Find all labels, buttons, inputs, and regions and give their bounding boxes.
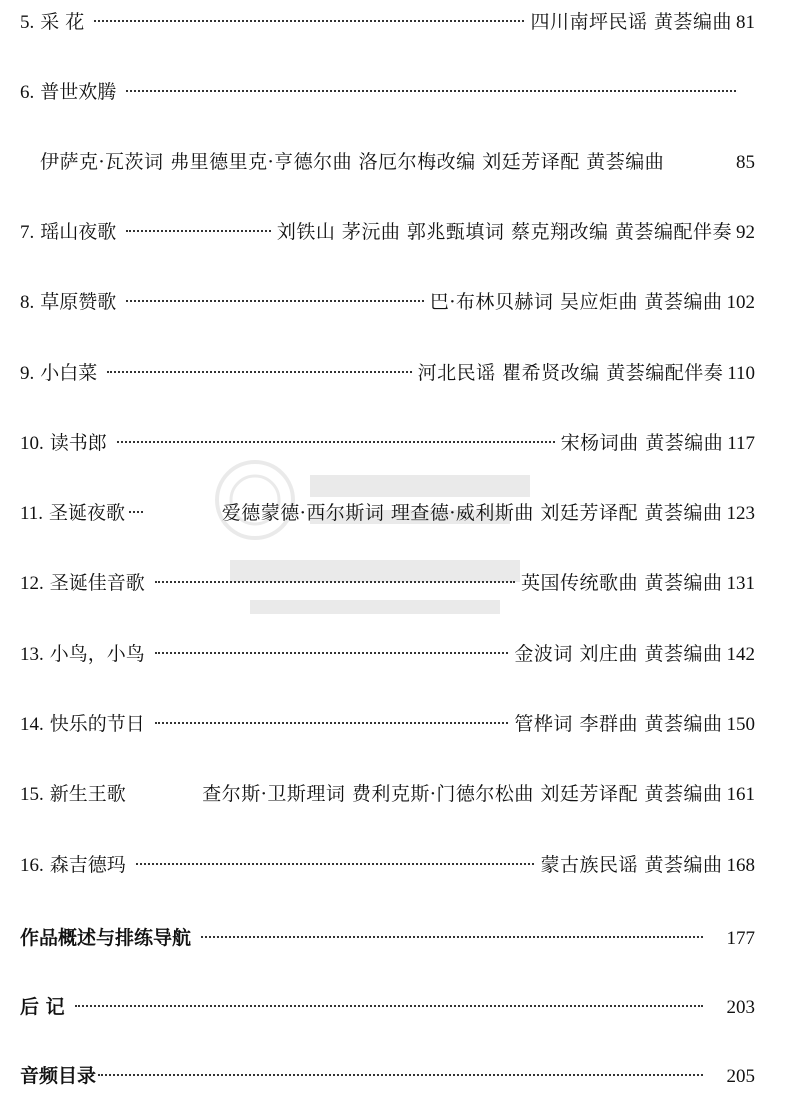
toc-entry[interactable] <box>20 214 755 250</box>
entry-title: 圣诞夜歌 <box>49 502 126 524</box>
entry-page-number: 131 <box>726 573 755 594</box>
toc-entry[interactable] <box>20 4 755 40</box>
entry-number: 15. <box>20 784 44 805</box>
dot-leader <box>75 1005 703 1007</box>
toc-entry[interactable] <box>20 355 755 391</box>
entry-page-number: 161 <box>726 784 755 805</box>
entry-credits: 宋杨词曲 黄荟编曲 <box>560 432 724 454</box>
entry-page-number: 123 <box>726 503 755 524</box>
entry-credits: 蒙古族民谣 黄荟编曲 <box>540 854 723 876</box>
entry-page-number: 142 <box>726 644 755 665</box>
entry-page-number: 117 <box>727 433 755 454</box>
dot-leader <box>107 371 411 373</box>
entry-number: 5. <box>20 12 35 33</box>
entry-number: 14. <box>20 714 44 735</box>
entry-page-number: 102 <box>726 292 755 313</box>
entry-page-number: 110 <box>727 363 755 384</box>
entry-number: 13. <box>20 644 44 665</box>
entry-number: 11. <box>20 503 44 524</box>
entry-credits: 管桦词 李群曲 黄荟编曲 <box>514 713 723 735</box>
entry-number: 7. <box>20 222 35 243</box>
entry-credits: 英国传统歌曲 黄荟编曲 <box>520 572 723 594</box>
entry-title: 快乐的节日 <box>49 713 145 735</box>
section-title: 后 记 <box>20 996 65 1018</box>
section-title: 作品概述与排练导航 <box>20 927 192 949</box>
dot-leader <box>201 936 702 938</box>
dot-leader <box>98 1074 702 1076</box>
entry-page-number: 150 <box>726 714 755 735</box>
toc-section-afterword[interactable] <box>20 989 755 1025</box>
entry-title: 瑶山夜歌 <box>40 221 117 243</box>
entry-number: 10. <box>20 433 44 454</box>
dot-leader <box>155 581 515 583</box>
dot-leader <box>94 20 524 22</box>
entry-title: 新生王歌 <box>49 783 126 805</box>
dot-leader <box>126 300 424 302</box>
section-page-number: 205 <box>726 1066 755 1087</box>
toc-section-overview[interactable] <box>20 920 755 956</box>
toc-section-audio[interactable] <box>20 1058 755 1094</box>
toc-entry[interactable] <box>20 847 755 883</box>
toc-entry-credit-line <box>40 144 755 180</box>
entry-credits: 刘铁山 茅沅曲 郭兆甄填词 蔡克翔改编 黄荟编配伴奏 <box>276 221 732 243</box>
entry-page-number: 168 <box>726 855 755 876</box>
entry-title: 草原赞歌 <box>40 291 117 313</box>
toc-entry[interactable] <box>20 565 755 601</box>
dot-leader <box>136 863 535 865</box>
entry-title: 采 花 <box>40 11 85 33</box>
section-page-number: 177 <box>726 928 755 949</box>
entry-credits: 爱德蒙德·西尔斯词 理查德·威利斯曲 刘廷芳译配 黄荟编曲 <box>221 502 723 524</box>
entry-page-number: 81 <box>736 12 755 33</box>
entry-page-number: 85 <box>736 152 755 173</box>
toc-entry[interactable] <box>20 706 755 742</box>
toc-entry[interactable] <box>20 776 755 812</box>
section-title: 音频目录 <box>20 1065 97 1087</box>
entry-credits: 伊萨克·瓦茨词 弗里德里克·亨德尔曲 洛厄尔梅改编 刘廷芳译配 黄荟编曲 <box>40 151 665 173</box>
toc-entry[interactable] <box>20 495 755 531</box>
entry-credits: 金波词 刘庄曲 黄荟编曲 <box>514 643 723 665</box>
entry-title: 普世欢腾 <box>40 81 117 103</box>
toc-entry[interactable] <box>20 284 755 320</box>
entry-title: 小白菜 <box>40 362 98 384</box>
entry-title: 森吉德玛 <box>49 854 126 876</box>
entry-credits: 查尔斯·卫斯理词 费利克斯·门德尔松曲 刘廷芳译配 黄荟编曲 <box>202 783 723 805</box>
entry-number: 8. <box>20 292 35 313</box>
dot-leader <box>126 90 736 92</box>
dot-leader <box>129 511 143 513</box>
dot-leader <box>126 230 271 232</box>
entry-number: 9. <box>20 363 35 384</box>
entry-page-number: 92 <box>736 222 755 243</box>
entry-credits: 巴·布林贝赫词 吴应炬曲 黄荟编曲 <box>429 291 723 313</box>
toc-entry[interactable] <box>20 636 755 672</box>
toc-entry[interactable] <box>20 74 742 110</box>
entry-credits: 四川南坪民谣 黄荟编曲 <box>530 11 732 33</box>
entry-title: 圣诞佳音歌 <box>49 572 145 594</box>
entry-title: 读书郎 <box>49 432 107 454</box>
entry-title: 小鸟，小鸟 <box>49 643 145 665</box>
entry-number: 16. <box>20 855 44 876</box>
dot-leader <box>117 441 555 443</box>
toc-entry[interactable] <box>20 425 755 461</box>
entry-number: 6. <box>20 82 35 103</box>
dot-leader <box>155 652 509 654</box>
watermark-logo-icon <box>210 440 540 640</box>
section-page-number: 203 <box>726 997 755 1018</box>
entry-credits: 河北民谣 瞿希贤改编 黄荟编配伴奏 <box>417 362 724 384</box>
entry-number: 12. <box>20 573 44 594</box>
dot-leader <box>155 722 509 724</box>
